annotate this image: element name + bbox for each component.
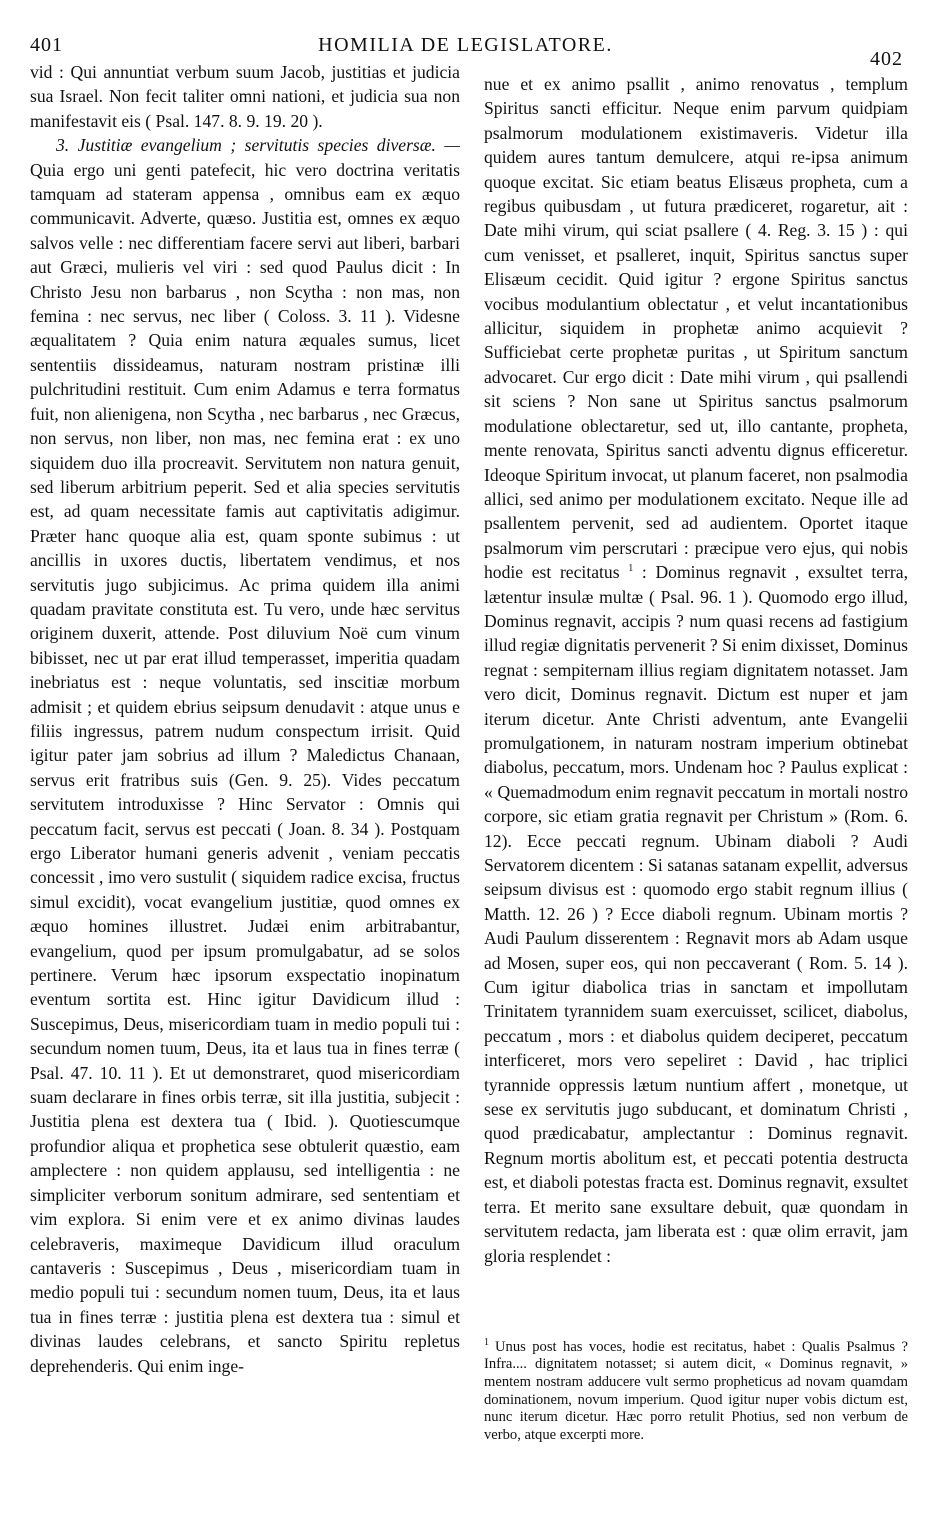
left-paragraph-2-body: Quia ergo uni genti patefecit, hic vero doctrina veritatis tamquam ad stateram appensa , omnibus eam ex æquo communicavit. Adverte, quæso. Justitia est, omnes ex æquo salvos velle : nec differentiam facere servi aut liberi, barbari aut Græci, mulieris vel viri : sed quod Paulus dicit : In Christo Jesu non barbarus , non Scytha : non mas, non femina : nec servus, nec liber ( Coloss. 3. 11 ). Videsne æqualitatem ? Quia enim natura æquales sumus, licet sententiis dissideamus, naturam nostram pristinæ illi pulchritudini restituit. Cum enim Adamus e terra formatus fuit, non alienigena, non Scytha , nec barbarus , nec Græcus, non servus, non liber, non mas, nec femina erat : ex uno siquidem duo illa procreavit. Servitutem non natura genuit, sed liberum arbitrium peperit. Sed et alia species servitutis est, ad quam necessitate famis aut captivitatis adigimur. Præter hanc quoque alia est, quam sponte subimus : ut ancillis in uxores ductis, libertatem vendimus, et nos servitutis jugo subjicimus. Ac prima quidem illa animi quadam pravitate constituta est. Tu vero, unde hæc servitus originem duxerit, attende. Post diluvium Noë cum vinum bibisset, nec ut par erat illud temperasset, imperitia quadam inebriatus est : neque voluntatis, sed inscitiæ morbum admisit ; et quidem ebrius seipsum denudavit : atque unus e filiis ingressus, patrem nudum conspectum irrisit. Quid igitur pater jam sobrius ad illum ? Maledictus Chanaan, servus erit fratribus suis (Gen. 9. 25). Vides peccatum servitutem introduxisse ? Hinc Servator : Omnis qui peccatum facit, servus est peccati ( Joan. 8. 34 ). Postquam ergo Liberator humani generis advenit , veniam peccatis concessit , imo vero sustulit ( siquidem radice excisa, fructus simul excidit), vocat evangelium justitiæ, quod omnes ex æquo homines illustret. Judæi enim arbitrabantur, evangelium, quod per ipsum promulgabatur, ad se solos pertinere. Verum hæc ipsorum exspectatio inopinatum eventum sortita est. Hinc igitur Davidicum illud : Suscepimus, Deus, misericordiam tuam in medio populi tui : secundum nomen tuum, Deus, ita et laus tua in fines terræ ( Psal. 47. 10. 11 ). Et ut demonstraret, quod misericordiam suam declarare in fines orbis terræ, sit illa justitia, subjecit : Justitia plena est dextera tua ( Ibid. ). Quotiescumque profundior aliqua et prophetica sese obtulerit quæstio, eam amplectere : non quidem applausu, sed intelligentia : ne simpliciter verborum sonitum admirare, sed sententiam et vim explora. Si enim vere et ex animo divinas laudes celebraveris, maximeque Davidicum illud oraculum cantaveris : Suscepimus , Deus , misericordiam tuam in medio populi tui : secundum nomen tuum, Deus, ita et laus tua in fines terræ : justitia plena est dextera tua : simul et divinas laudes celebrans, et sancto Spiritu repletus deprehenderis. Qui enim inge- — [30, 159, 460, 1376]
footnote-marker: 1 — [484, 1337, 489, 1348]
footnote-1 — [484, 1334, 908, 1444]
right-paragraph-1-continued: : Dominus regnavit , exsultet terra, lætentur insulæ multæ ( Psal. 96. 1 ). Quomodo ergo illud, Dominus regnavit, accipis ? num quasi recens ad fastigium illud regiæ dignitatis pervenerit ? Si enim dixisset, Dominus regnat : sempiternam illius regiam dignitatem notasset. Jam vero dicit, Dominus regnavit. Dictum est nuper et jam iterum dicetur. Ante Christi adventum, ante Evangelii promulgationem, in naturam nostram imperium obtinebat diabolus, peccatum, mors. Undenam hoc ? Paulus explicat : « Quemadmodum enim regnavit peccatum in mortali nostro corpore, sic etiam gratia regnavit per Christum » (Rom. 6. 12). Ecce peccati regnum. Ubinam diaboli ? Audi Servatorem dicentem : Si satanas satanam expellit, adversus seipsum divisus est : quomodo ergo stabit regnum illius ( Matth. 12. 26 ) ? Ecce diaboli regnum. Ubinam mortis ? Audi Paulum disserentem : Regnavit mors ab Adam usque ad Mosen, super eos, qui non peccaverant ( Rom. 5. 14 ). Cum igitur diabolica trias in sanctam et impollutam Trinitatem tyrannidem suam exercuisset, scilicet, diabolus, peccatum , mors : et diabolus quidem deciperet, peccatum interficeret, mors vero sepeliret : David , hac triplici tyrannide oppressis lætum nuntium affert , monetque, ut sese ex servitutis jugo subducant, et dominatum Christi , quod prædicabatur, amplectantur : Dominus regnavit. Regnum mortis abolitum est, et peccati potentia destructa est, et diaboli potestas fracta est. Dominus regnavit, exsultet terra. Et merito sane exsultare debuit, quæ quondam in servitutem redacta, jam liberata est : quæ olim erravit, jam gloria resplendet : — [484, 562, 908, 1266]
section-heading: 3. Justitiæ evangelium ; servitutis species diversæ. — — [56, 135, 460, 156]
page-number-left: 401 — [30, 34, 63, 56]
footnote-text: Unus post has voces, hodie est recitatus, habet : Qualis Psalmus ? Infra.... dignitatem notasset; si autem dicit, « Dominus regnavit, » mentem nostram adducere vult sermo propheticus ad novam quamdam dominationem, novum imperium. Quod igitur nuper vobis dictum est, nunc iterum dicetur. Hæc porro retulit Photius, sed non verbum de verbo, atque excerpti more. — [484, 1338, 908, 1443]
running-title: HOMILIA DE LEGISLATORE. — [318, 34, 613, 56]
page-header — [0, 32, 931, 70]
page-number-right: 402 — [870, 48, 903, 70]
left-paragraph-1: vid : Qui annuntiat verbum suum Jacob, justitias et judicia sua Israel. Non fecit taliter omni nationi, et judicia sua non manifestavit eis ( Psal. 147. 8. 9. 19. 20 ). — [30, 62, 460, 131]
footnotes — [484, 1334, 908, 1444]
left-paragraph-2 — [30, 133, 460, 1378]
left-column — [30, 60, 460, 1378]
right-paragraph-1-text: nue et ex animo psallit , animo renovatus , templum Spiritus sancti efficitur. Neque enim parvum quidpiam psalmorum modulationem existimaveris. Videtur illa quidem aures tantum demulcere, atqui re-ipsa animum quoque excitat. Sic etiam beatus Elisæus propheta, cum a regibus quibusdam , ut futura prædiceret, rogaretur, ait : Date mihi virum, qui sciat psallere ( 4. Reg. 3. 15 ) : qui cum venisset, et psalleret, inquit, Spiritus sanctus super Elisæum cecidit. Quid igitur ? ergone Spiritus sanctus vocibus modulantium oblectatur , et velut incantationibus allicitur, siquidem in prophetæ animo acquievit ? Sufficiebat certe prophetæ puritas , ut Spiritum sanctum advocaret. Cur ergo dicit : Date mihi virum , qui psallendi sit sciens ? Non sane ut Spiritus sanctus psalmorum modulatione oblectaretur, sed ut, illo cantante, propheta, mente renovata, Spiritus sancti adventu dignus efficeretur. Ideoque Spiritum invocat, ut planum faceret, non psalmodia allici, sed animo per modulationem excitato. Neque ille ad psallentem pervenit, sed ad audientem. Oportet itaque psalmorum vim perscrutari : præcipue vero ejus, qui nobis hodie est recitatus — [484, 74, 908, 583]
right-paragraph-1 — [484, 72, 908, 1268]
footnote-reference[interactable]: 1 — [628, 563, 634, 575]
right-column — [484, 72, 908, 1268]
